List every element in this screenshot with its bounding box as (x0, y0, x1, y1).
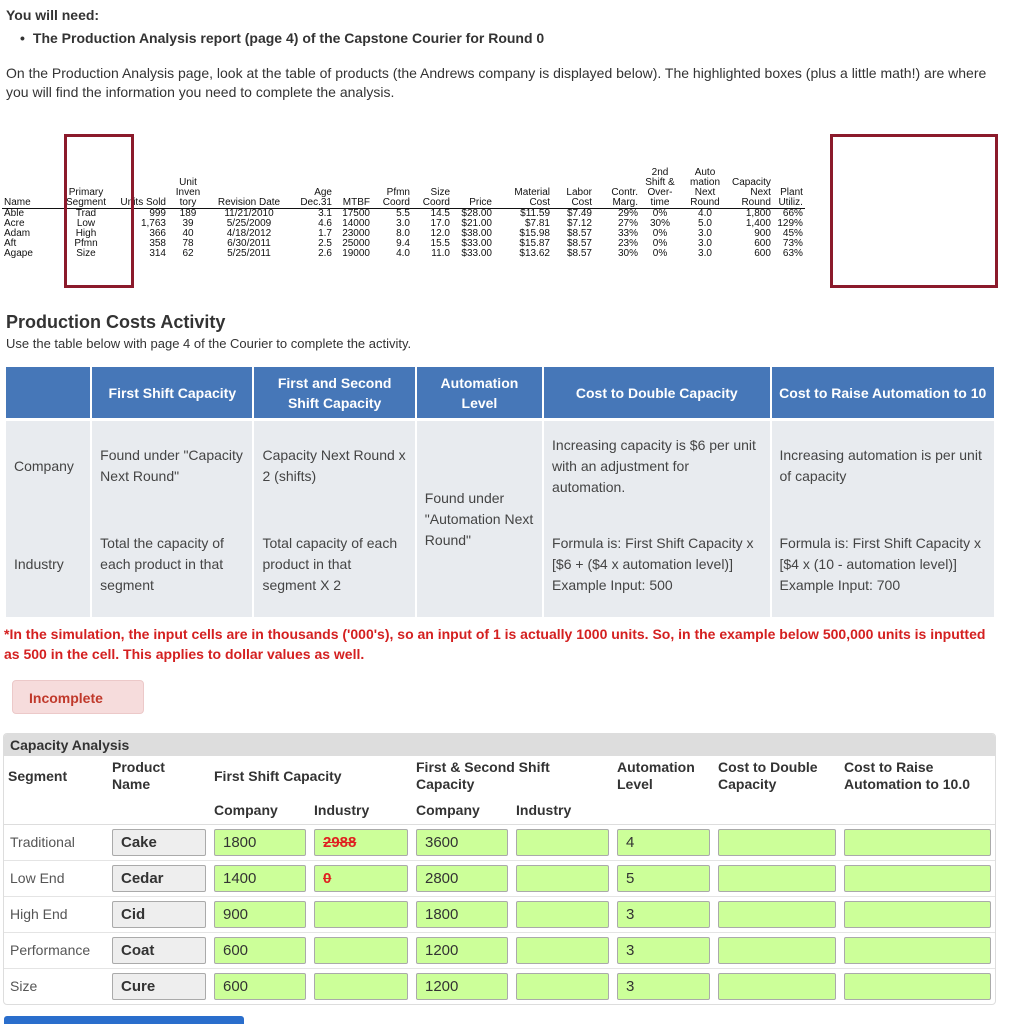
courier-cell: $38.00 (461, 227, 492, 239)
courier-cell: Low (76, 217, 96, 229)
col-automation: Automation Level (617, 759, 695, 792)
courier-cell: 6/30/2011 (227, 237, 271, 249)
courier-cell: 3.1 (318, 207, 332, 219)
col-both-shifts: First & Second Shift Capacity (416, 759, 550, 792)
both-industry-input[interactable] (516, 937, 609, 964)
courier-cell: 17.0 (430, 217, 450, 229)
capacity-cell (310, 860, 412, 896)
submit-button[interactable] (4, 1016, 244, 1024)
both-industry-input[interactable] (516, 829, 609, 856)
courier-cell: Aft (4, 237, 17, 249)
col-raise: Cost to Raise Automation to 10.0 (844, 759, 971, 792)
double-input[interactable] (718, 973, 836, 1000)
courier-cell: $15.98 (519, 227, 550, 239)
courier-cell: 366 (149, 227, 166, 239)
courier-cell: 5.0 (698, 217, 712, 229)
both-company-input[interactable]: 3600 (416, 829, 508, 856)
courier-header: Unit Inven tory (168, 134, 208, 208)
courier-header: Revision Date (208, 134, 290, 208)
capacity-cell (613, 896, 714, 932)
raise-input[interactable] (844, 865, 991, 892)
courier-cell: 1.7 (318, 227, 332, 239)
col-double: Cost to Double Capacity (718, 759, 818, 792)
need-item: • The Production Analysis report (page 4) of the Capstone Courier for Round 0 (20, 30, 544, 46)
courier-header: Price (452, 134, 494, 208)
courier-cell: 600 (754, 237, 771, 249)
capacity-cell (840, 824, 995, 860)
double-input[interactable] (718, 901, 836, 928)
courier-header: Size Coord (412, 134, 452, 208)
capacity-row (4, 968, 995, 1004)
capacity-cell (840, 932, 995, 968)
highlight-primary-segment (64, 134, 134, 288)
automation-input[interactable]: 3 (617, 901, 710, 928)
pc-header-both-shifts: First and Second Shift Capacity (254, 367, 414, 421)
courier-cell: 0% (652, 207, 668, 219)
segment-label: Traditional (4, 824, 108, 860)
courier-cell: $11.59 (520, 207, 550, 219)
capacity-cell (412, 968, 512, 1004)
first-industry-input[interactable] (314, 937, 408, 964)
courier-cell: $13.62 (519, 247, 550, 259)
courier-cell: 11.0 (431, 247, 450, 259)
capacity-cell (210, 860, 310, 896)
first-company-input[interactable]: 600 (214, 973, 306, 1000)
pc-industry-raise-cost: Formula is: First Shift Capacity x [$4 x (10 - automation level)] Example Input: 700 (772, 511, 995, 617)
capacity-row (4, 860, 995, 896)
product-name-field: Coat (112, 937, 206, 964)
pc-header-double-cost: Cost to Double Capacity (544, 367, 769, 421)
thousands-note: *In the simulation, the input cells are in thousands ('000's), so an input of 1 is actually 1000 units. So, in the example below 500,000 units is inputted as 500 in the cell. This applies to dollar values as well. (4, 626, 986, 662)
product-name-field: Cake (112, 829, 206, 856)
raise-input[interactable] (844, 829, 991, 856)
capacity-analysis-panel (3, 733, 996, 1005)
courier-header: Age Dec.31 (290, 134, 334, 208)
capacity-cell (412, 896, 512, 932)
both-company-input[interactable]: 1200 (416, 937, 508, 964)
capacity-cell (108, 896, 210, 932)
courier-cell: 27% (617, 217, 638, 229)
courier-cell: 23000 (342, 227, 370, 239)
courier-cell: High (75, 227, 97, 239)
courier-cell: 40 (182, 227, 194, 239)
courier-cell: 0% (652, 237, 668, 249)
courier-cell: Able (4, 207, 25, 219)
courier-header: MTBF (334, 134, 372, 208)
capacity-cell (210, 824, 310, 860)
courier-cell: 33% (617, 227, 638, 239)
production-costs-table (4, 367, 996, 617)
segment-label: High End (4, 896, 108, 932)
capacity-row (4, 932, 995, 968)
pc-company-both-shifts: Capacity Next Round x 2 (shifts) (254, 421, 414, 511)
courier-cell: 11/21/2010 (224, 207, 274, 219)
pc-industry-both-shifts: Total capacity of each product in that segment X 2 (254, 511, 414, 617)
courier-header: 2nd Shift & Over- time (640, 134, 680, 208)
capacity-analysis-table (4, 756, 995, 1005)
courier-cell: Size (76, 247, 96, 259)
raise-input[interactable] (844, 973, 991, 1000)
raise-input[interactable] (844, 937, 991, 964)
first-company-input[interactable]: 900 (214, 901, 306, 928)
courier-cell: 14000 (342, 217, 370, 229)
courier-header: Primary Segment (56, 134, 116, 208)
capacity-cell (108, 932, 210, 968)
product-name-field: Cedar (112, 865, 206, 892)
pc-industry-label: Industry (6, 511, 90, 617)
courier-cell: Acre (4, 217, 25, 229)
courier-header: Contr. Marg. (594, 134, 640, 208)
pc-automation-note: Found under "Automation Next Round" (417, 421, 542, 617)
courier-cell: 129% (777, 217, 803, 229)
intro-text: On the Production Analysis page, look at the table of products (the Andrews company is displayed below). The highlighted boxes (plus a little math!) are where you will find the information you need to complete the analysis. (6, 65, 987, 100)
both-industry-input[interactable] (516, 901, 609, 928)
pc-company-raise-cost: Increasing automation is per unit of capacity (772, 421, 995, 511)
capacity-cell (714, 932, 840, 968)
courier-header: Pfmn Coord (372, 134, 412, 208)
capacity-cell (840, 968, 995, 1004)
pc-industry-double-cost: Formula is: First Shift Capacity x [$6 + ($4 x automation level)] Example Input: 500 (544, 511, 769, 617)
production-costs-title: Production Costs Activity (6, 312, 226, 332)
first-company-input[interactable]: 1400 (214, 865, 306, 892)
double-input[interactable] (718, 829, 836, 856)
automation-input[interactable]: 3 (617, 973, 710, 1000)
courier-cell: 4.0 (698, 207, 712, 219)
courier-cell: 5/25/2011 (227, 247, 271, 259)
col-first-shift: First Shift Capacity (214, 767, 342, 784)
courier-cell: 66% (782, 207, 803, 219)
both-company-input[interactable]: 2800 (416, 865, 508, 892)
courier-cell: Agape (4, 247, 33, 259)
courier-cell: 25000 (342, 237, 370, 249)
first-industry-input[interactable]: 0 (314, 865, 408, 892)
courier-cell: Pfmn (74, 237, 98, 249)
raise-input[interactable] (844, 901, 991, 928)
capacity-cell (108, 824, 210, 860)
capacity-row (4, 824, 995, 860)
both-company-input[interactable]: 1200 (416, 973, 508, 1000)
courier-cell: 2.6 (318, 247, 332, 259)
sub-both-company: Company (412, 796, 512, 824)
capacity-cell (412, 860, 512, 896)
courier-cell: 3.0 (698, 247, 712, 259)
courier-cell: 999 (149, 207, 166, 219)
pc-header-empty (6, 367, 90, 421)
capacity-cell (714, 860, 840, 896)
courier-cell: $33.00 (461, 237, 492, 249)
courier-cell: 14.5 (430, 207, 450, 219)
capacity-analysis-title: Capacity Analysis (4, 734, 995, 756)
first-company-input[interactable]: 600 (214, 937, 306, 964)
courier-cell: Adam (4, 227, 31, 239)
need-title: You will need: (6, 7, 100, 23)
courier-cell: 189 (179, 207, 197, 219)
courier-header: Labor Cost (552, 134, 594, 208)
product-name-field: Cid (112, 901, 206, 928)
col-segment: Segment (8, 767, 68, 784)
courier-cell: $8.57 (566, 237, 592, 249)
courier-cell: 62 (182, 247, 194, 259)
courier-cell: $7.49 (566, 207, 592, 219)
capacity-cell (512, 824, 613, 860)
courier-cell: 4/18/2012 (226, 227, 272, 239)
capacity-cell (512, 968, 613, 1004)
courier-cell: 30% (617, 247, 638, 259)
segment-label: Size (4, 968, 108, 1004)
courier-header: Auto mation Next Round (680, 134, 730, 208)
double-input[interactable] (718, 937, 836, 964)
courier-cell: 3.0 (396, 217, 410, 229)
courier-cell: 3.0 (698, 227, 712, 239)
capacity-cell (310, 824, 412, 860)
pc-industry-first-shift: Total the capacity of each product in that segment (92, 511, 252, 617)
courier-table-image (2, 134, 998, 288)
automation-input[interactable]: 5 (617, 865, 710, 892)
double-input[interactable] (718, 865, 836, 892)
capacity-cell (714, 896, 840, 932)
first-industry-input[interactable]: 2988 (314, 829, 408, 856)
pc-header-automation: Automation Level (417, 367, 542, 421)
capacity-cell (512, 860, 613, 896)
courier-cell: 1,400 (745, 217, 771, 229)
capacity-cell (512, 932, 613, 968)
courier-cell: 5/25/2009 (226, 217, 272, 229)
courier-cell: $15.87 (519, 237, 550, 249)
first-company-input[interactable]: 1800 (214, 829, 306, 856)
courier-cell: 1,800 (745, 207, 771, 219)
automation-input[interactable]: 4 (617, 829, 710, 856)
capacity-cell (613, 932, 714, 968)
courier-cell: 30% (649, 217, 670, 229)
capacity-cell (310, 932, 412, 968)
first-industry-input[interactable] (314, 901, 408, 928)
courier-cell: 39 (182, 217, 194, 229)
courier-cell: $7.12 (566, 217, 592, 229)
courier-cell: 1,763 (140, 217, 166, 229)
courier-cell: 17500 (342, 207, 370, 219)
automation-input[interactable]: 3 (617, 937, 710, 964)
highlight-automation-capacity (830, 134, 998, 288)
courier-cell: 45% (782, 227, 803, 239)
both-industry-input[interactable] (516, 865, 609, 892)
courier-cell: 358 (149, 237, 166, 249)
courier-cell: 15.5 (430, 237, 450, 249)
courier-cell: 2.5 (318, 237, 332, 249)
capacity-cell (210, 896, 310, 932)
courier-cell: 9.4 (396, 237, 410, 249)
production-costs-subtitle: Use the table below with page 4 of the Courier to complete the activity. (6, 336, 412, 351)
first-industry-input[interactable] (314, 973, 408, 1000)
capacity-cell (613, 824, 714, 860)
courier-cell: 0% (652, 227, 668, 239)
courier-cell: Trad (75, 207, 97, 219)
courier-cell: $21.00 (461, 217, 492, 229)
courier-cell: 19000 (342, 247, 370, 259)
sub-both-industry: Industry (512, 796, 613, 824)
capacity-cell (310, 896, 412, 932)
segment-label: Performance (4, 932, 108, 968)
capacity-cell (714, 968, 840, 1004)
courier-header: Capacity Next Round (730, 134, 773, 208)
courier-cell: 0% (652, 247, 668, 259)
capacity-cell (108, 860, 210, 896)
capacity-cell (613, 860, 714, 896)
courier-cell: 900 (754, 227, 771, 239)
pc-header-first-shift: First Shift Capacity (92, 367, 252, 421)
courier-cell: $7.81 (524, 217, 550, 229)
courier-cell: 63% (782, 247, 803, 259)
capacity-cell (840, 896, 995, 932)
capacity-cell (412, 824, 512, 860)
capacity-cell (840, 860, 995, 896)
courier-cell: 4.6 (318, 217, 332, 229)
courier-header: Plant Utiliz. (773, 134, 805, 208)
status-badge: Incomplete (12, 680, 144, 714)
sub-first-company: Company (210, 796, 310, 824)
courier-cell: 3.0 (698, 237, 712, 249)
capacity-cell (210, 932, 310, 968)
courier-cell: 314 (149, 247, 166, 259)
capacity-cell (108, 968, 210, 1004)
sub-first-industry: Industry (310, 796, 412, 824)
courier-cell: $8.57 (566, 247, 592, 259)
capacity-cell (613, 968, 714, 1004)
segment-label: Low End (4, 860, 108, 896)
capacity-cell (412, 932, 512, 968)
courier-cell: 73% (782, 237, 803, 249)
capacity-cell (310, 968, 412, 1004)
capacity-cell (210, 968, 310, 1004)
col-product: Product Name (112, 759, 165, 792)
product-name-field: Cure (112, 973, 206, 1000)
courier-cell: 29% (617, 207, 638, 219)
courier-cell: $28.00 (461, 207, 492, 219)
courier-cell: $33.00 (461, 247, 492, 259)
pc-company-label: Company (6, 421, 90, 511)
courier-header: Name (2, 134, 56, 208)
courier-header: Material Cost (494, 134, 552, 208)
pc-header-raise-cost: Cost to Raise Automation to 10 (772, 367, 995, 421)
pc-company-first-shift: Found under "Capacity Next Round" (92, 421, 252, 511)
pc-company-double-cost: Increasing capacity is $6 per unit with an adjustment for automation. (544, 421, 769, 511)
courier-header: Units Sold (116, 134, 168, 208)
capacity-cell (512, 896, 613, 932)
courier-cell: 12.0 (430, 227, 450, 239)
courier-cell: 8.0 (396, 227, 410, 239)
both-industry-input[interactable] (516, 973, 609, 1000)
capacity-cell (714, 824, 840, 860)
courier-cell: 4.0 (396, 247, 410, 259)
courier-cell: $8.57 (566, 227, 592, 239)
both-company-input[interactable]: 1800 (416, 901, 508, 928)
capacity-row (4, 896, 995, 932)
courier-cell: 5.5 (396, 207, 410, 219)
courier-cell: 23% (617, 237, 638, 249)
courier-cell: 78 (182, 237, 194, 249)
courier-cell: 600 (754, 247, 771, 259)
